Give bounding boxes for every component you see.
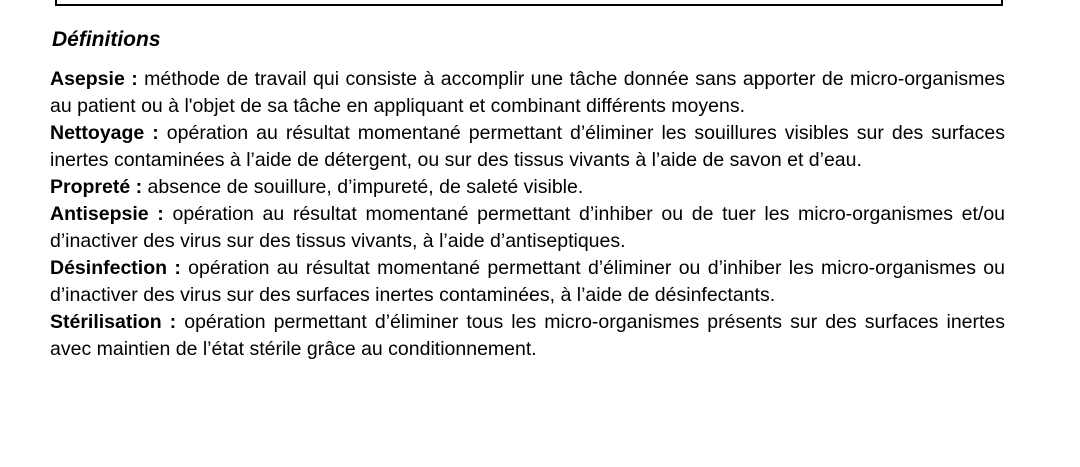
definition-text: méthode de travail qui consiste à accomplir une tâche donnée sans apporter de micro-organismes au patient ou à l'objet de sa tâche en appliquant et combinant différents moyens. bbox=[50, 68, 1005, 117]
definition-text: absence de souillure, d’impureté, de saleté visible. bbox=[147, 176, 584, 198]
definition-text: opération au résultat momentané permettant d’inhiber ou de tuer les micro-organismes et/ou d’inactiver des virus sur des tissus vivants, à l’aide d’antiseptiques. bbox=[50, 203, 1006, 252]
definition-term: Propreté : bbox=[50, 176, 143, 198]
definition-paragraph bbox=[50, 201, 1005, 255]
definitions-list bbox=[50, 66, 1005, 363]
definition-term: Stérilisation : bbox=[50, 311, 177, 333]
definition-paragraph bbox=[50, 174, 1005, 201]
definition-paragraph bbox=[50, 309, 1005, 363]
definition-term: Désinfection : bbox=[50, 257, 181, 279]
document-content bbox=[50, 28, 1005, 363]
definition-text: opération au résultat momentané permettant d’éliminer les souillures visibles sur des surfaces inertes contaminées à l’aide de détergent, ou sur des tissus vivants à l’aide de savon et d’eau. bbox=[50, 122, 1005, 171]
definition-paragraph bbox=[50, 66, 1005, 120]
definition-term: Nettoyage : bbox=[50, 122, 159, 144]
definition-text: opération au résultat momentané permettant d’éliminer ou d’inhiber les micro-organismes ou d’inactiver des virus sur des surfaces inertes contaminées, à l’aide de désinfectants. bbox=[50, 257, 1005, 306]
definition-paragraph bbox=[50, 255, 1005, 309]
box-bottom-border bbox=[55, 0, 1003, 6]
definition-term: Antisepsie : bbox=[50, 203, 164, 225]
definition-term: Asepsie : bbox=[50, 68, 138, 90]
section-heading: Définitions bbox=[52, 28, 161, 51]
definition-text: opération permettant d’éliminer tous les micro-organismes présents sur des surfaces inertes avec maintien de l’état stérile grâce au conditionnement. bbox=[50, 311, 1006, 360]
definition-paragraph bbox=[50, 120, 1005, 174]
